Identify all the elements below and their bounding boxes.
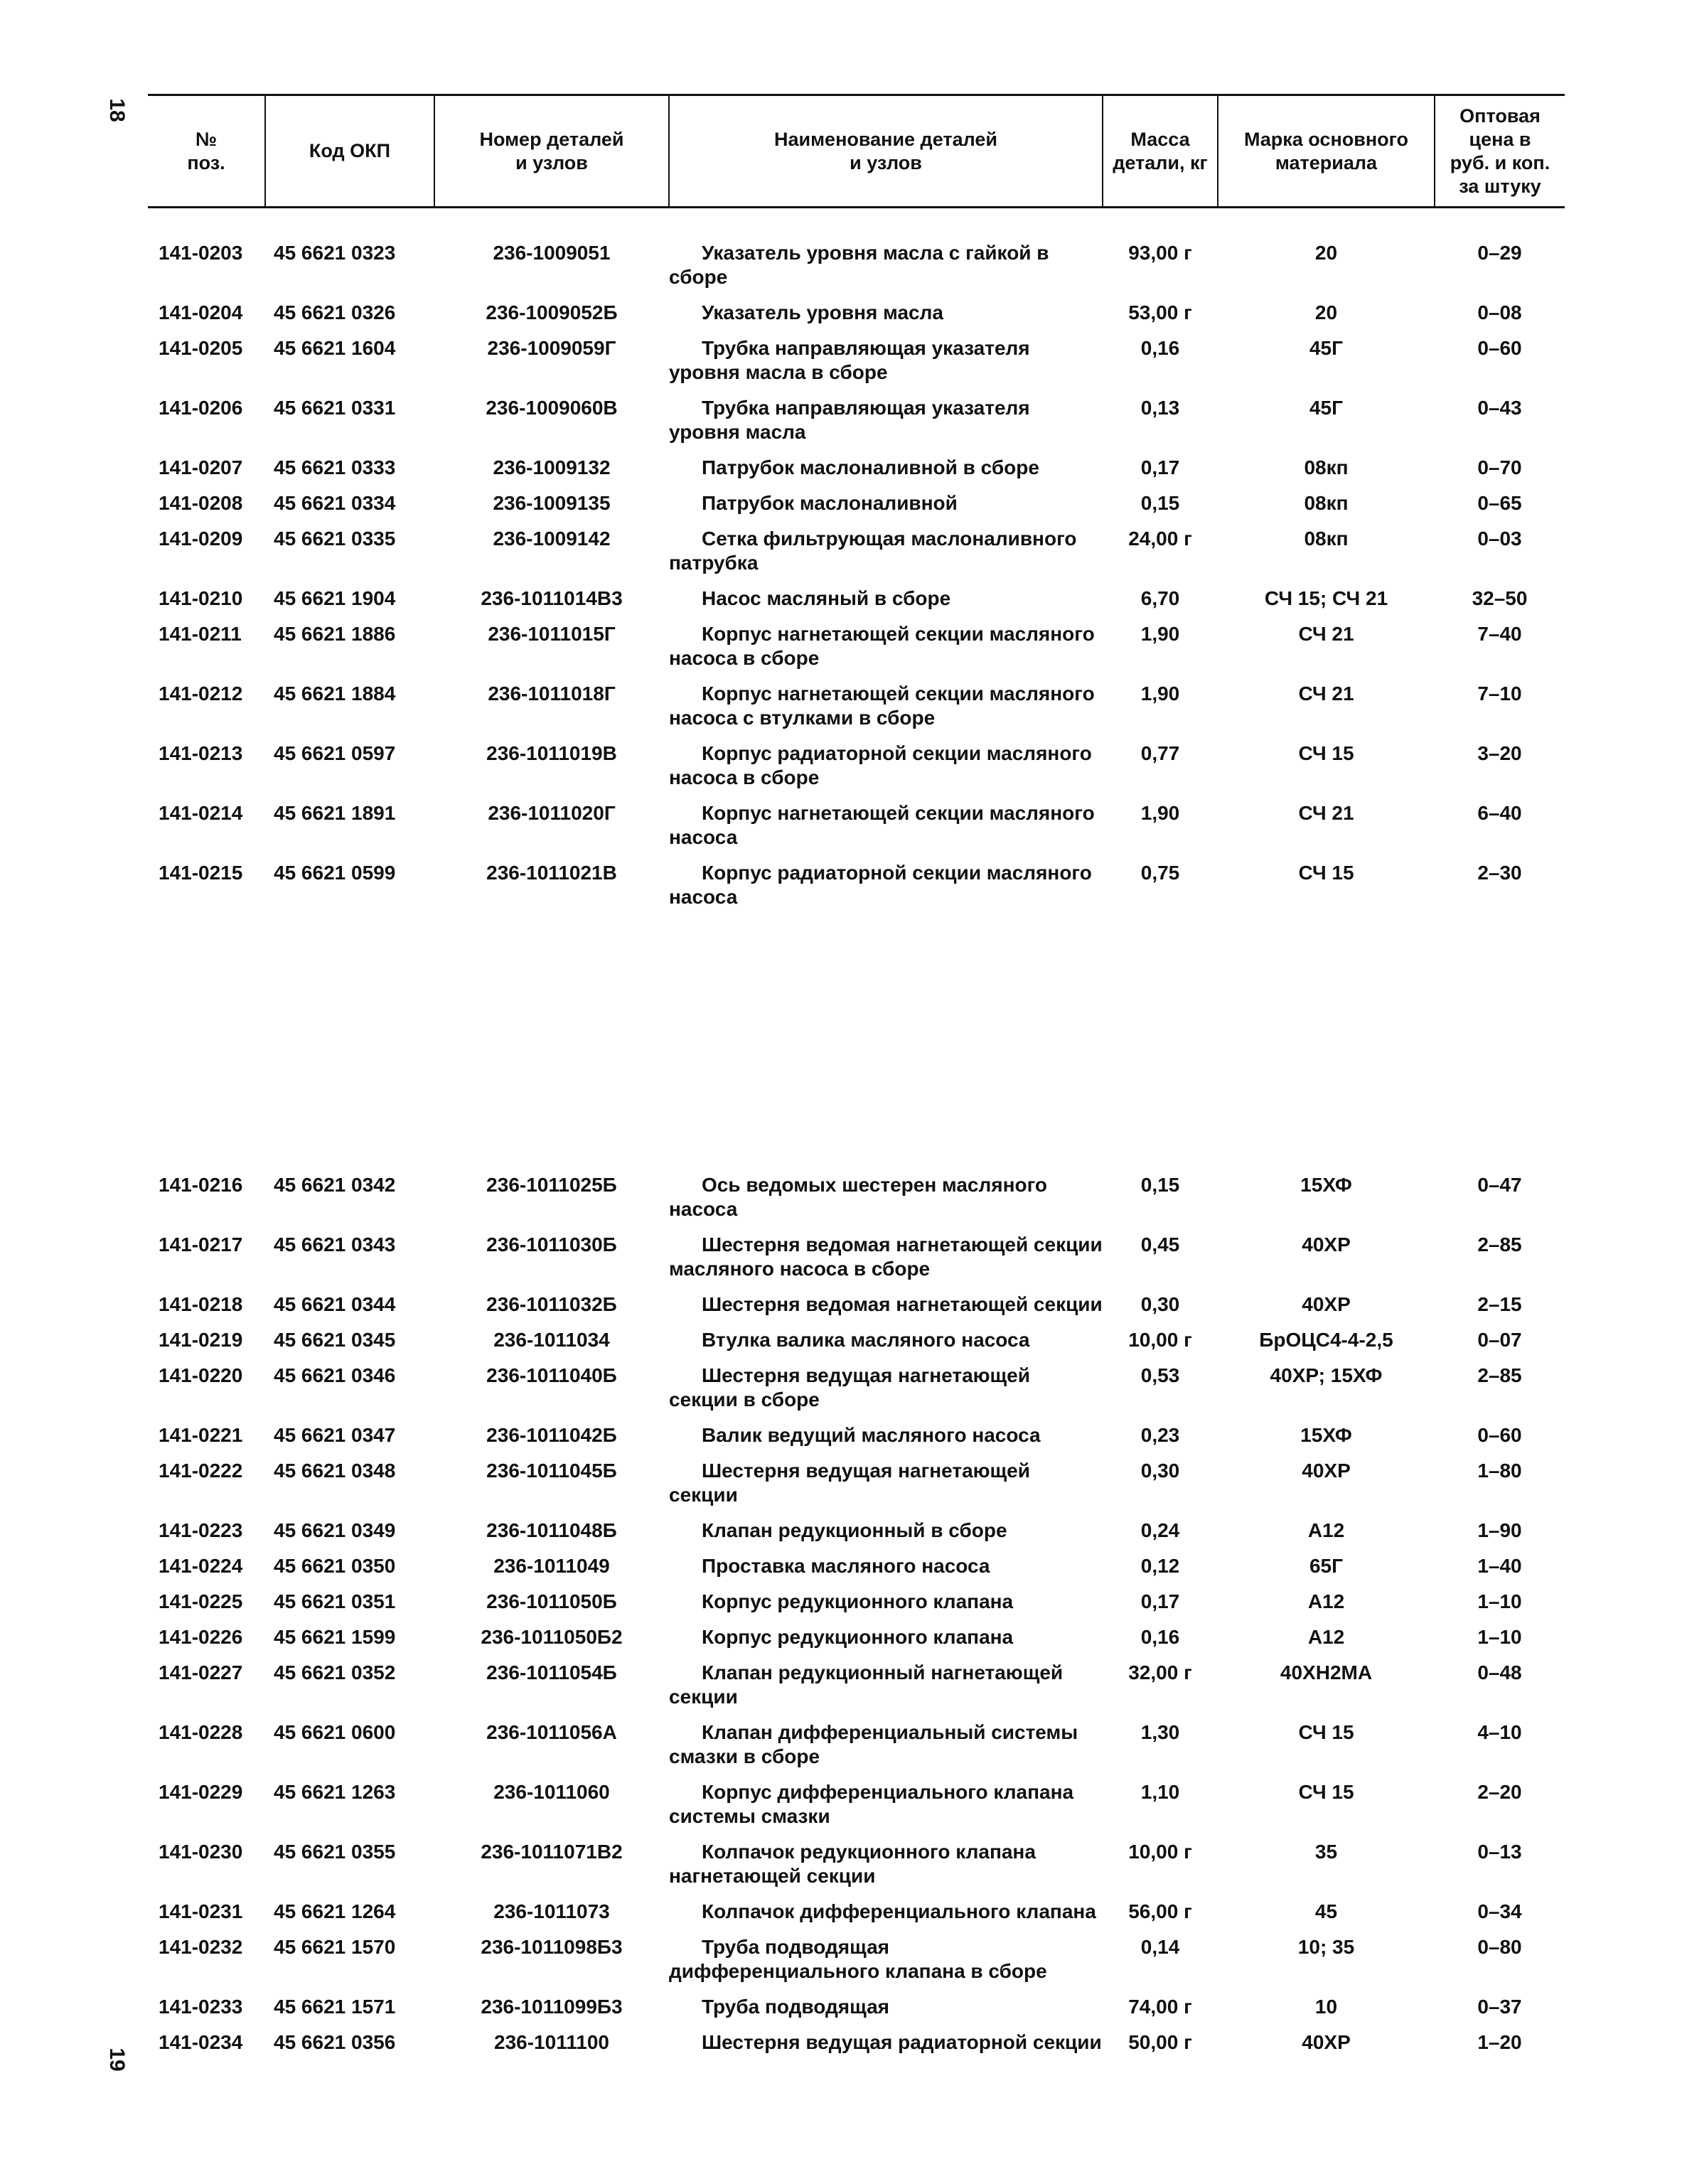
material-cell: 45Г (1309, 397, 1344, 419)
part-number-cell: 236-1011048Б (486, 1519, 617, 1541)
material-cell: 40ХР (1302, 1460, 1351, 1482)
price-cell: 0–07 (1477, 1329, 1522, 1351)
material-cell: СЧ 15 (1298, 1721, 1354, 1743)
position-cell: 141-0230 (159, 1841, 243, 1863)
part-name-cell: Патрубок маслоналивной в сборе (702, 456, 1039, 478)
parts-table-bottom (148, 1173, 1565, 2066)
mass-cell: 1,90 (1140, 623, 1180, 645)
position-cell: 141-0218 (159, 1293, 243, 1315)
table-row (148, 456, 1565, 491)
mass-cell: 50,00 г (1128, 2031, 1192, 2053)
price-cell: 2–85 (1477, 1233, 1522, 1256)
mass-cell: 0,16 (1140, 337, 1180, 359)
price-cell: 1–40 (1477, 1555, 1522, 1577)
table-row (148, 1780, 1565, 1840)
okp-code-cell: 45 6621 0346 (274, 1364, 396, 1386)
part-name-cell: Проставка масляного насоса (702, 1555, 990, 1577)
price-cell: 2–15 (1477, 1293, 1522, 1315)
price-cell: 32–50 (1472, 587, 1528, 609)
position-cell: 141-0208 (159, 492, 243, 514)
okp-code-cell: 45 6621 0347 (274, 1424, 396, 1446)
position-cell: 141-0216 (159, 1174, 243, 1196)
mass-cell: 6,70 (1140, 587, 1180, 609)
table-row (148, 241, 1565, 301)
part-number-cell: 236-1011030Б (486, 1233, 617, 1256)
part-name-cell: Шестерня ведущая радиаторной секции (702, 2031, 1102, 2053)
price-cell: 0–13 (1477, 1841, 1522, 1863)
position-cell: 141-0228 (159, 1721, 243, 1743)
table-row (148, 587, 1565, 622)
part-number-cell: 236-1011021В (486, 862, 617, 884)
okp-code-cell: 45 6621 0350 (274, 1555, 396, 1577)
part-number-cell: 236-1011014В3 (481, 587, 623, 609)
okp-code-cell: 45 6621 0599 (274, 862, 396, 884)
part-number-cell: 236-1011054Б (486, 1661, 617, 1684)
position-cell: 141-0221 (159, 1424, 243, 1446)
part-name-cell: Труба подводящая дифференциального клапана в сборе (669, 1936, 1047, 1982)
price-cell: 0–34 (1477, 1900, 1522, 1922)
position-cell: 141-0231 (159, 1900, 243, 1922)
material-cell: СЧ 15 (1298, 1781, 1354, 1803)
mass-cell: 32,00 г (1128, 1661, 1192, 1684)
okp-code-cell: 45 6621 0597 (274, 742, 396, 764)
parts-table-top (148, 94, 1565, 921)
material-cell: 45 (1314, 1900, 1338, 1922)
material-cell: 08кп (1304, 528, 1349, 550)
part-name-cell: Клапан редукционный в сборе (702, 1519, 1007, 1541)
material-cell: 15ХФ (1300, 1424, 1352, 1446)
page-number-top: 18 (105, 98, 129, 122)
position-cell: 141-0232 (159, 1936, 243, 1958)
okp-code-cell: 45 6621 1884 (274, 682, 396, 705)
okp-code-cell: 45 6621 0326 (274, 301, 396, 323)
price-cell: 3–20 (1477, 742, 1522, 764)
part-number-cell: 236-1011045Б (486, 1460, 617, 1482)
mass-cell: 0,53 (1140, 1364, 1180, 1386)
okp-code-cell: 45 6621 1904 (274, 587, 396, 609)
position-cell: 141-0207 (159, 456, 243, 478)
mass-cell: 1,10 (1140, 1781, 1180, 1803)
table-row (148, 1625, 1565, 1661)
okp-code-cell: 45 6621 0343 (274, 1233, 396, 1256)
part-number-cell: 236-1011050Б2 (481, 1626, 623, 1648)
position-cell: 141-0223 (159, 1519, 243, 1541)
okp-code-cell: 45 6621 0356 (274, 2031, 396, 2053)
price-cell: 6–40 (1477, 802, 1522, 824)
table-row (148, 1519, 1565, 1554)
mass-cell: 24,00 г (1128, 528, 1192, 550)
part-name-cell: Корпус нагнетающей секции масляного насоса (669, 802, 1095, 848)
table-body-bottom (148, 1173, 1565, 2066)
part-number-cell: 236-1011015Г (488, 623, 616, 645)
okp-code-cell: 45 6621 0355 (274, 1841, 396, 1863)
price-cell: 0–08 (1477, 301, 1522, 323)
material-cell: А12 (1307, 1590, 1345, 1612)
price-cell: 0–03 (1477, 528, 1522, 550)
table-row (148, 491, 1565, 527)
part-name-cell: Втулка валика масляного насоса (702, 1329, 1030, 1351)
table-row (148, 2030, 1565, 2066)
okp-code-cell: 45 6621 1886 (274, 623, 396, 645)
part-name-cell: Корпус нагнетающей секции масляного насоса с втулками в сборе (669, 682, 1095, 729)
header-pos: № поз. (148, 95, 265, 208)
position-cell: 141-0203 (159, 242, 243, 264)
part-name-cell: Шестерня ведущая нагнетающей секции (669, 1460, 1030, 1506)
part-number-cell: 236-1011034 (493, 1329, 610, 1351)
part-name-cell: Корпус редукционного клапана (702, 1590, 1014, 1612)
price-cell: 0–47 (1477, 1174, 1522, 1196)
part-number-cell: 236-1009051 (493, 242, 611, 264)
part-number-cell: 236-1011071В2 (481, 1841, 623, 1863)
table-row (148, 1900, 1565, 1935)
position-cell: 141-0222 (159, 1460, 243, 1482)
table-row (148, 801, 1565, 861)
position-cell: 141-0205 (159, 337, 243, 359)
price-cell: 2–20 (1477, 1781, 1522, 1803)
part-name-cell: Шестерня ведущая нагнетающей секции в сборе (669, 1364, 1030, 1410)
part-number-cell: 236-1009052Б (486, 301, 618, 323)
position-cell: 141-0210 (159, 587, 243, 609)
table-row (148, 1995, 1565, 2030)
part-number-cell: 236-1011098Б3 (481, 1936, 623, 1958)
part-name-cell: Клапан редукционный нагнетающей секции (669, 1661, 1064, 1708)
okp-code-cell: 45 6621 0349 (274, 1519, 396, 1541)
part-name-cell: Шестерня ведомая нагнетающей секции (702, 1293, 1103, 1315)
okp-code-cell: 45 6621 0323 (274, 242, 396, 264)
part-name-cell: Насос масляный в сборе (702, 587, 951, 609)
part-number-cell: 236-1011040Б (486, 1364, 617, 1386)
mass-cell: 0,17 (1140, 1590, 1180, 1612)
page-number-bottom: 19 (105, 2048, 129, 2072)
material-cell: 20 (1314, 242, 1338, 264)
part-name-cell: Указатель уровня масла (702, 301, 943, 323)
okp-code-cell: 45 6621 1891 (274, 802, 396, 824)
price-cell: 1–90 (1477, 1519, 1522, 1541)
price-cell: 1–80 (1477, 1460, 1522, 1482)
part-number-cell: 236-1011019В (486, 742, 617, 764)
mass-cell: 0,16 (1140, 1626, 1180, 1648)
material-cell: 35 (1314, 1841, 1338, 1863)
mass-cell: 0,15 (1140, 492, 1180, 514)
material-cell: 15ХФ (1300, 1174, 1352, 1196)
okp-code-cell: 45 6621 0342 (274, 1174, 396, 1196)
position-cell: 141-0227 (159, 1661, 243, 1684)
table-row (148, 527, 1565, 587)
okp-code-cell: 45 6621 0334 (274, 492, 396, 514)
header-name: Наименование деталей и узлов (669, 95, 1103, 208)
part-name-cell: Ось ведомых шестерен масляного насоса (669, 1174, 1048, 1220)
position-cell: 141-0220 (159, 1364, 243, 1386)
material-cell: 40ХР (1302, 2031, 1351, 2053)
material-cell: 40ХР (1302, 1233, 1351, 1256)
table-row (148, 1364, 1565, 1423)
material-cell: СЧ 15 (1298, 862, 1354, 884)
position-cell: 141-0229 (159, 1781, 243, 1803)
part-number-cell: 236-1009142 (493, 528, 611, 550)
material-cell: 08кп (1304, 492, 1349, 514)
mass-cell: 1,90 (1140, 802, 1180, 824)
table-row (148, 1720, 1565, 1780)
table-row (148, 1328, 1565, 1364)
part-number-cell: 236-1011025Б (486, 1174, 617, 1196)
header-number: Номер деталей и узлов (434, 95, 669, 208)
part-number-cell: 236-1011050Б (486, 1590, 617, 1612)
price-cell: 4–10 (1477, 1721, 1522, 1743)
table-header (148, 95, 1565, 208)
part-name-cell: Патрубок маслоналивной (702, 492, 958, 514)
table-row (148, 682, 1565, 742)
table-row (148, 1233, 1565, 1292)
part-number-cell: 236-1009059Г (487, 337, 616, 359)
material-cell: 10; 35 (1297, 1936, 1355, 1958)
table-row (148, 742, 1565, 801)
part-name-cell: Сетка фильтрующая маслоналивного патрубка (669, 528, 1077, 574)
mass-cell: 10,00 г (1128, 1329, 1192, 1351)
position-cell: 141-0209 (159, 528, 243, 550)
table-row (148, 1423, 1565, 1459)
okp-code-cell: 45 6621 0600 (274, 1721, 396, 1743)
position-cell: 141-0234 (159, 2031, 243, 2053)
part-name-cell: Корпус дифференциального клапана системы смазки (669, 1781, 1074, 1827)
okp-code-cell: 45 6621 1264 (274, 1900, 396, 1922)
okp-code-cell: 45 6621 1599 (274, 1626, 396, 1648)
price-cell: 0–60 (1477, 337, 1522, 359)
table-row (148, 1661, 1565, 1720)
material-cell: А12 (1307, 1519, 1345, 1541)
price-cell: 0–37 (1477, 1996, 1522, 2018)
position-cell: 141-0226 (159, 1626, 243, 1648)
price-cell: 0–29 (1477, 242, 1522, 264)
part-number-cell: 236-1011049 (493, 1555, 610, 1577)
material-cell: СЧ 21 (1298, 623, 1354, 645)
material-cell: СЧ 15 (1298, 742, 1354, 764)
material-cell: 08кп (1304, 456, 1349, 478)
part-name-cell: Корпус радиаторной секции масляного насоса в сборе (669, 742, 1092, 788)
part-name-cell: Колпачок дифференциального клапана (702, 1900, 1096, 1922)
material-cell: 65Г (1309, 1555, 1344, 1577)
part-name-cell: Шестерня ведомая нагнетающей секции масляного насоса в сборе (669, 1233, 1103, 1280)
header-mass: Масса детали, кг (1103, 95, 1218, 208)
material-cell: СЧ 15; СЧ 21 (1264, 587, 1388, 609)
okp-code-cell: 45 6621 0335 (274, 528, 396, 550)
price-cell: 2–30 (1477, 862, 1522, 884)
okp-code-cell: 45 6621 0351 (274, 1590, 396, 1612)
part-number-cell: 236-1009060В (486, 397, 618, 419)
header-okp: Код ОКП (265, 95, 434, 208)
okp-code-cell: 45 6621 0352 (274, 1661, 396, 1684)
position-cell: 141-0211 (159, 623, 242, 645)
price-cell: 1–10 (1477, 1626, 1522, 1648)
part-number-cell: 236-1011056А (486, 1721, 617, 1743)
okp-code-cell: 45 6621 1263 (274, 1781, 396, 1803)
mass-cell: 10,00 г (1128, 1841, 1192, 1863)
part-name-cell: Трубка направляющая указателя уровня масла (669, 397, 1030, 443)
okp-code-cell: 45 6621 0348 (274, 1460, 396, 1482)
part-name-cell: Корпус радиаторной секции масляного насоса (669, 862, 1092, 908)
price-cell: 1–20 (1477, 2031, 1522, 2053)
part-number-cell: 236-1011100 (494, 2031, 609, 2053)
table-row (148, 1459, 1565, 1519)
price-cell: 0–70 (1477, 456, 1522, 478)
price-cell: 0–48 (1477, 1661, 1522, 1684)
price-cell: 0–60 (1477, 1424, 1522, 1446)
part-number-cell: 236-1011020Г (488, 802, 616, 824)
mass-cell: 0,45 (1140, 1233, 1180, 1256)
part-name-cell: Клапан дифференциальный системы смазки в сборе (669, 1721, 1078, 1767)
material-cell: 40ХР (1302, 1293, 1351, 1315)
mass-cell: 0,30 (1140, 1293, 1180, 1315)
part-name-cell: Колпачок редукционного клапана нагнетающей секции (669, 1841, 1036, 1887)
mass-cell: 74,00 г (1128, 1996, 1192, 2018)
price-cell: 7–10 (1477, 682, 1522, 705)
header-material: Марка основного материала (1218, 95, 1435, 208)
price-cell: 0–80 (1477, 1936, 1522, 1958)
table-row (148, 396, 1565, 456)
okp-code-cell: 45 6621 0333 (274, 456, 396, 478)
mass-cell: 0,23 (1140, 1424, 1180, 1446)
mass-cell: 0,17 (1140, 456, 1180, 478)
material-cell: СЧ 21 (1298, 802, 1354, 824)
mass-cell: 53,00 г (1128, 301, 1192, 323)
okp-code-cell: 45 6621 0331 (274, 397, 396, 419)
table-row (148, 622, 1565, 682)
part-number-cell: 236-1011018Г (488, 682, 616, 705)
price-cell: 2–85 (1477, 1364, 1522, 1386)
table-row (148, 861, 1565, 921)
position-cell: 141-0233 (159, 1996, 243, 2018)
mass-cell: 93,00 г (1128, 242, 1192, 264)
table-row (148, 1935, 1565, 1995)
position-cell: 141-0225 (159, 1590, 243, 1612)
position-cell: 141-0217 (159, 1233, 243, 1256)
table-row (148, 1554, 1565, 1590)
part-name-cell: Корпус редукционного клапана (702, 1626, 1014, 1648)
mass-cell: 0,15 (1140, 1174, 1180, 1196)
part-name-cell: Корпус нагнетающей секции масляного насоса в сборе (669, 623, 1095, 669)
mass-cell: 1,90 (1140, 682, 1180, 705)
mass-cell: 0,75 (1140, 862, 1180, 884)
part-number-cell: 236-1009132 (493, 456, 611, 478)
okp-code-cell: 45 6621 1571 (274, 1996, 396, 2018)
material-cell: СЧ 21 (1298, 682, 1354, 705)
mass-cell: 0,13 (1140, 397, 1180, 419)
part-name-cell: Валик ведущий масляного насоса (702, 1424, 1041, 1446)
part-number-cell: 236-1011032Б (486, 1293, 617, 1315)
mass-cell: 56,00 г (1128, 1900, 1192, 1922)
material-cell: 40ХР; 15ХФ (1270, 1364, 1383, 1386)
table-row (148, 1590, 1565, 1625)
material-cell: 40ХН2МА (1280, 1661, 1373, 1684)
material-cell: А12 (1307, 1626, 1345, 1648)
mass-cell: 0,12 (1140, 1555, 1180, 1577)
part-number-cell: 236-1011073 (493, 1900, 610, 1922)
material-cell: БрОЦС4-4-2,5 (1259, 1329, 1393, 1351)
okp-code-cell: 45 6621 1570 (274, 1936, 396, 1958)
part-number-cell: 236-1011042Б (486, 1424, 617, 1446)
price-cell: 7–40 (1477, 623, 1522, 645)
table-row (148, 301, 1565, 336)
price-cell: 0–43 (1477, 397, 1522, 419)
position-cell: 141-0206 (159, 397, 243, 419)
price-cell: 1–10 (1477, 1590, 1522, 1612)
price-cell: 0–65 (1477, 492, 1522, 514)
table-body-top (148, 208, 1565, 921)
position-cell: 141-0204 (159, 301, 243, 323)
material-cell: 10 (1314, 1996, 1338, 2018)
part-number-cell: 236-1011099Б3 (481, 1996, 623, 2018)
mass-cell: 0,77 (1140, 742, 1180, 764)
part-number-cell: 236-1011060 (493, 1781, 610, 1803)
mass-cell: 0,14 (1140, 1936, 1180, 1958)
part-name-cell: Трубка направляющая указателя уровня масла в сборе (669, 337, 1030, 383)
mass-cell: 1,30 (1140, 1721, 1180, 1743)
part-name-cell: Труба подводящая (702, 1996, 889, 2018)
table-row (148, 1292, 1565, 1328)
part-name-cell: Указатель уровня масла с гайкой в сборе (669, 242, 1049, 288)
material-cell: 20 (1314, 301, 1338, 323)
position-cell: 141-0224 (159, 1555, 243, 1577)
table-row (148, 1173, 1565, 1233)
position-cell: 141-0215 (159, 862, 243, 884)
position-cell: 141-0219 (159, 1329, 243, 1351)
okp-code-cell: 45 6621 0345 (274, 1329, 396, 1351)
okp-code-cell: 45 6621 1604 (274, 337, 396, 359)
mass-cell: 0,30 (1140, 1460, 1180, 1482)
mass-cell: 0,24 (1140, 1519, 1180, 1541)
material-cell: 45Г (1309, 337, 1344, 359)
part-number-cell: 236-1009135 (493, 492, 611, 514)
table-row (148, 336, 1565, 396)
position-cell: 141-0214 (159, 802, 243, 824)
header-price: Оптовая цена в руб. и коп. за штуку (1435, 95, 1565, 208)
position-cell: 141-0213 (159, 742, 243, 764)
okp-code-cell: 45 6621 0344 (274, 1293, 396, 1315)
position-cell: 141-0212 (159, 682, 243, 705)
table-row (148, 1840, 1565, 1900)
